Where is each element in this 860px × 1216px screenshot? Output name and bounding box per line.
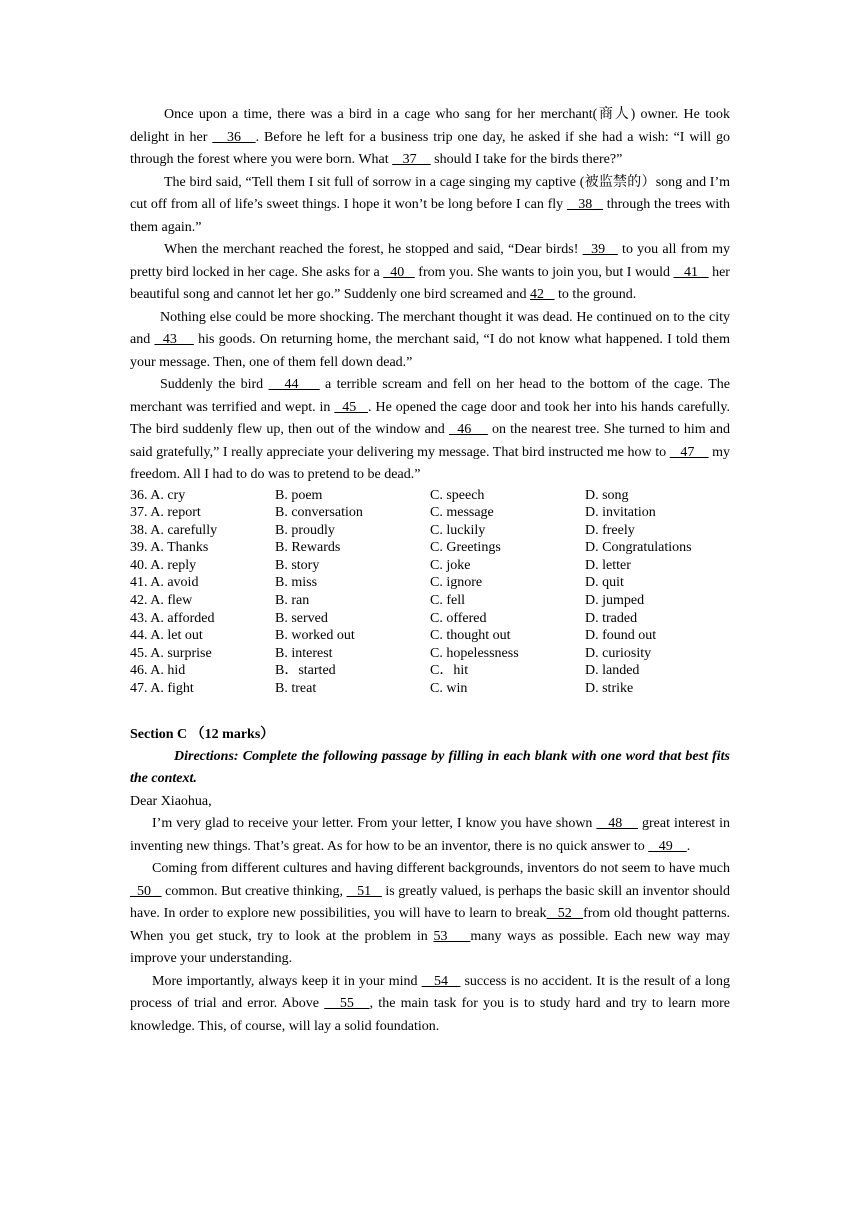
text: The bird said, “Tell them I sit full of sorrow in a cage singing my captive (被监禁的）song and I’m cut off from all of life’s sweet things. I hope it won’t be long before I can fly — [130, 174, 730, 212]
option-row-37 — [130, 504, 730, 522]
option-b: B. worked out — [275, 628, 355, 644]
directions: Directions: Complete the following passage by filling in each blank with one word that best fits the context. — [130, 748, 730, 787]
option-row-47 — [130, 680, 730, 698]
option-d: D. traded — [585, 610, 638, 626]
option-row-38 — [130, 522, 730, 540]
text: great interest in inventing new things. That’s great. As for how to be an inventor, there is no quick answer to — [130, 816, 730, 854]
option-c: C. hopelessness — [430, 645, 519, 661]
blank-44: 44 — [268, 377, 320, 392]
option-d: D. strike — [585, 681, 634, 697]
blank-46: 46 — [448, 422, 488, 437]
option-c: C. joke — [430, 557, 471, 573]
option-d: D. landed — [585, 663, 640, 679]
option-row-44 — [130, 627, 730, 645]
option-d: D. song — [585, 487, 629, 503]
letter-body — [130, 813, 730, 1038]
option-row-41 — [130, 574, 730, 592]
paragraph-1 — [130, 104, 730, 172]
blank-53: 53 — [433, 928, 471, 944]
blank-49: 49 — [648, 838, 687, 854]
option-c: C. thought out — [430, 628, 511, 644]
option-b: B. story — [275, 557, 320, 573]
paragraph-3 — [130, 239, 730, 307]
option-d: D. letter — [585, 557, 631, 573]
text: When the merchant reached the forest, he stopped and said, “Dear birds! — [164, 242, 583, 257]
option-a: 46. A. hid — [130, 663, 186, 679]
text: Once upon a time, there was a bird in a cage who sang for her merchant(商人) owner. He took delight in her — [130, 107, 730, 145]
option-b: B. conversation — [275, 505, 363, 521]
option-c: C. luckily — [430, 522, 486, 538]
option-row-43 — [130, 610, 730, 628]
blank-36: 36 — [212, 129, 256, 145]
letter-paragraph-1 — [130, 813, 730, 858]
text: , the main task for you is to study hard and try to learn more knowledge. This, of course, will lay a solid foundation. — [130, 996, 731, 1034]
blank-47: 47 — [669, 444, 709, 460]
paragraph-5 — [130, 374, 730, 487]
option-a: 40. A. reply — [130, 557, 197, 573]
option-row-42 — [130, 592, 730, 610]
letter-paragraph-3 — [130, 971, 730, 1039]
blank-37: 37 — [392, 152, 431, 167]
text: through the trees with them again.” — [130, 197, 731, 235]
text: my freedom. All I had to do was to pretend to be dead.” — [130, 444, 731, 482]
option-b: B. Rewards — [275, 540, 341, 556]
option-a: 43. A. afforded — [130, 610, 215, 626]
blank-54: 54 — [421, 973, 461, 989]
blank-38: 38 _ — [566, 197, 603, 212]
option-b: B. served — [275, 610, 328, 626]
paragraph-4 — [130, 307, 730, 375]
option-row-45 — [130, 645, 730, 663]
option-a: 47. A. fight — [130, 681, 194, 697]
text: many ways as possible. Each new way may improve your understanding. — [130, 928, 731, 967]
document-page — [130, 104, 730, 1038]
option-c: C. Greetings — [430, 540, 501, 556]
text: . — [686, 838, 691, 854]
option-a: 39. A. Thanks — [130, 540, 209, 556]
text: her beautiful song and cannot let her go.” Suddenly one bird screamed and — [130, 264, 730, 302]
text: More importantly, always keep it in your mind — [152, 973, 422, 989]
paragraph-2 — [130, 172, 730, 240]
blank-41: 41 — [673, 264, 709, 280]
text: is greatly valued, is perhaps the basic skill an inventor should have. In order to explore new possibilities, you will have to learn to break — [130, 883, 731, 922]
option-a: 41. A. avoid — [130, 575, 199, 591]
blank-52: 52 — [546, 906, 584, 922]
section-c-title: Section C （12 marks） — [130, 726, 275, 742]
text: on the nearest tree. She turned to him and said gratefully,” I really appreciate your delivering my message. That bird instructed me how to — [130, 422, 731, 460]
text: Coming from different cultures and having different backgrounds, inventors do not seem to have much — [152, 861, 730, 877]
text: . Before he left for a business trip one day, he asked if she had a wish: “I will go through the forest where you were born. What — [130, 129, 730, 167]
letter-paragraph-2 — [130, 858, 730, 971]
blank-45: 45 — [334, 399, 369, 415]
option-d: D. invitation — [585, 505, 656, 521]
option-d: D. quit — [585, 575, 624, 591]
text: from you. She wants to join you, but I would — [414, 264, 674, 280]
option-b: B. miss — [275, 575, 318, 591]
blank-55: 55 — [324, 996, 370, 1012]
option-b: B. poem — [275, 487, 323, 503]
text: common. But creative thinking, — [161, 883, 347, 899]
option-b: B. interest — [275, 645, 333, 661]
text: to the ground. — [554, 287, 637, 302]
text: should I take for the birds there?” — [430, 152, 623, 167]
options-list — [130, 487, 730, 698]
option-a: 42. A. flew — [130, 593, 193, 609]
option-d: D. jumped — [585, 593, 645, 609]
option-row-46 — [130, 662, 730, 680]
option-d: D. Congratulations — [585, 540, 692, 556]
text: to you all from my pretty bird locked in her cage. She asks for a — [130, 242, 730, 280]
blank-43: 43 — [154, 332, 194, 347]
text: Suddenly the bird — [160, 377, 269, 392]
option-a: 36. A. cry — [130, 487, 186, 503]
option-c: C. fell — [430, 593, 465, 609]
text: a terrible scream and fell on her head to the bottom of the cage. The merchant was terrified and wept. in — [130, 377, 731, 415]
option-row-40 — [130, 557, 730, 575]
option-c: C. message — [430, 505, 494, 521]
option-d: D. freely — [585, 522, 635, 538]
option-b: B. treat — [275, 681, 317, 697]
text: I’m very glad to receive your letter. From your letter, I know you have shown — [152, 816, 597, 832]
option-b: B. ran — [275, 593, 310, 609]
blank-40: 40 — [383, 264, 415, 280]
blank-39: 39 — [582, 242, 618, 257]
option-a: 45. A. surprise — [130, 645, 212, 661]
option-b: B．started — [275, 663, 336, 679]
text: from old thought patterns. When you get stuck, try to look at the problem in — [130, 906, 731, 944]
option-row-36 — [130, 487, 730, 505]
option-c: C. offered — [430, 610, 487, 626]
option-d: D. curiosity — [585, 645, 652, 661]
option-a: 38. A. carefully — [130, 522, 218, 538]
text: success is no accident. It is the result of a long process of trial and error. Above — [130, 973, 731, 1012]
blank-48: 48 — [596, 816, 639, 832]
text: Nothing else could be more shocking. The merchant thought it was dead. He continued on to the city and — [130, 309, 730, 347]
option-a: 44. A. let out — [130, 628, 203, 644]
blank-50: _50 _ — [130, 883, 162, 899]
text: his goods. On returning home, the merchant said, “I do not know what happened. I told them your message. Then, one of them fell down dead.” — [130, 332, 730, 370]
option-c: C. ignore — [430, 575, 483, 591]
option-d: D. found out — [585, 628, 657, 644]
blank-42: 42 — [530, 287, 555, 302]
blank-51: 51 — [346, 883, 382, 899]
option-c: C. win — [430, 681, 468, 697]
option-b: B. proudly — [275, 522, 335, 538]
option-a: 37. A. report — [130, 505, 201, 521]
option-c: C. speech — [430, 487, 485, 503]
text: . He opened the cage door and took her into his hands carefully. The bird suddenly flew up, then out of the window and — [130, 399, 730, 437]
salutation: Dear Xiaohua, — [130, 793, 212, 809]
option-row-39 — [130, 539, 730, 557]
option-c: C．hit — [430, 663, 469, 679]
